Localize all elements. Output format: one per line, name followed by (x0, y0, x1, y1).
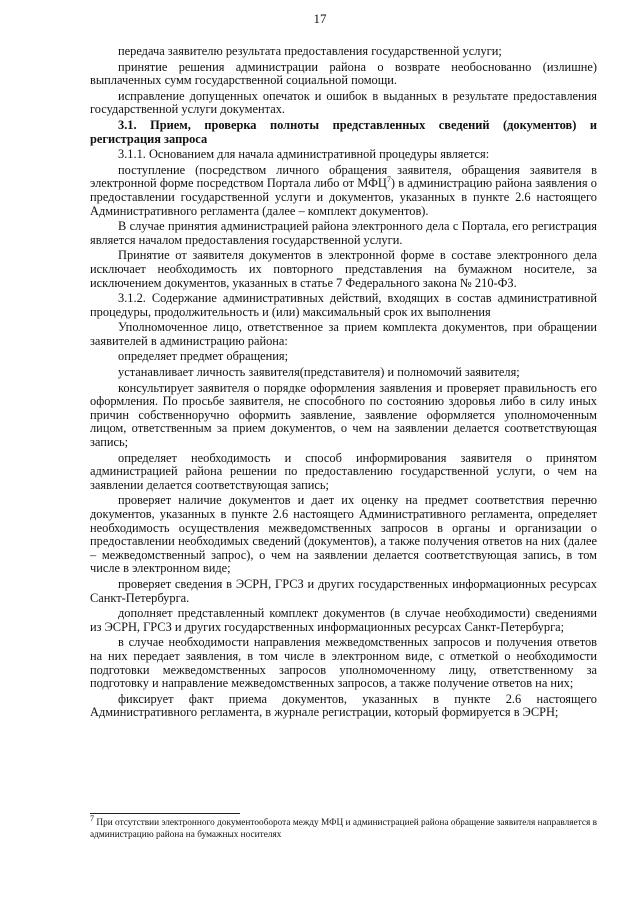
footnote-mark: 7 (90, 813, 94, 823)
paragraph-text: поступление (посредством личного обращения заявителя, обращения заявителя в электронной форме посредством Портала либо от МФЦ (90, 162, 597, 191)
footnote (90, 813, 597, 841)
footnote-reference: 7 (386, 175, 391, 185)
paragraph: 3.1.2. Содержание административных действий, входящих в состав административной процедуры, продолжительность и (или) максимальный срок их выполнения (90, 291, 597, 319)
footnote-separator (90, 813, 240, 814)
paragraph: передача заявителю результата предоставления государственной услуги; (118, 44, 502, 58)
paragraph-text-continued: заявления о предоставлении государственной услуги и документов, указанных в пункте 2.6 настоящего Административного регламента (далее – комплект документов). (90, 176, 598, 218)
page-number: 17 (313, 11, 327, 26)
paragraph: дополняет представленный комплект документов (в случае необходимости) сведениями из ЭСРН, ГРСЗ и других государственных информационных ресурсах Санкт-Петербурга; (90, 606, 597, 634)
paragraph: В случае принятия администрацией района электронного дела с Портала, его регистрация является началом предоставления государственной услуги. (90, 219, 597, 247)
paragraph: определяет предмет обращения; (118, 349, 289, 364)
paragraph: определяет необходимость и способ информирования заявителя о принятом администрацией района решении по предоставлению государственной услуги, о чем на заявлении делается соответствующая запись; (90, 450, 597, 492)
document-body (90, 45, 597, 722)
paragraph: фиксирует факт приема документов, указанных в пункте 2.6 настоящего Административного регламента, в журнале регистрации, который формируется в ЭСРН; (90, 691, 597, 720)
paragraph: консультирует заявителя о порядке оформления заявления и проверяет правильность его оформления. По просьбе заявителя, не способного по состоянию здоровья либо в силу иных причин собственноручно оформить заявление, заявление оформляется уполномоченным лицом, ответственным за прием документов, о чем на заявлении делается соответствующая запись; (90, 380, 597, 450)
section-heading: 3.1. Прием, проверка полноты представленных сведений (документов) и регистрация запроса (90, 117, 597, 146)
paragraph: проверяет наличие документов и дает их оценку на предмет соответствия перечню документов, указанных в пункте 2.6 настоящего Административного регламента, определяет необходимость осуществления межведомственных запросов в органы и организации о предоставлении необходимых сведений (документов), а также получения ответов на них (далее – межведомственный запрос), о чем на заявлении делается соответствующая запись, в том числе в электронном виде; (90, 493, 597, 576)
paragraph-text-continued: ) в администрацию района (390, 176, 532, 191)
paragraph: в случае необходимости направления межведомственных запросов и получения ответов на них передает заявления, в том числе в электронном виде, с отметкой о необходимости подготовки межведомственных запросов уполномоченному лицу, ответственному за подготовку и направление межведомственных запросов, а также получение ответов на них; (90, 635, 597, 691)
paragraph: 3.1.1. Основанием для начала административной процедуры является: (118, 147, 490, 162)
paragraph-with-footnote (90, 164, 597, 218)
paragraph: Уполномоченное лицо, ответственное за прием комплекта документов, при обращении заявителей в администрацию района: (90, 320, 597, 348)
paragraph: Принятие от заявителя документов в электронной форме в составе электронного дела исключает необходимость их повторного представления на бумажном носителе, за исключением документов, указанных в статье 7 Федерального закона № 210-ФЗ. (90, 248, 597, 290)
paragraph: проверяет сведения в ЭСРН, ГРСЗ и других государственных информационных ресурсах Санкт-Петербурга. (90, 576, 597, 605)
paragraph: устанавливает личность заявителя(представителя) и полномочий заявителя; (118, 365, 520, 380)
footnote-text: При отсутствии электронного документооборота между МФЦ и администрацией района обращение заявителя направляется в администрацию района на бумажных носителях (90, 818, 597, 840)
paragraph: принятие решения администрации района о возврате необоснованно (излишне) выплаченных сумм государственной социальной помощи. (90, 59, 597, 88)
paragraph: исправление допущенных опечаток и ошибок в выданных в результате предоставления государственной услуги документах. (90, 88, 597, 117)
